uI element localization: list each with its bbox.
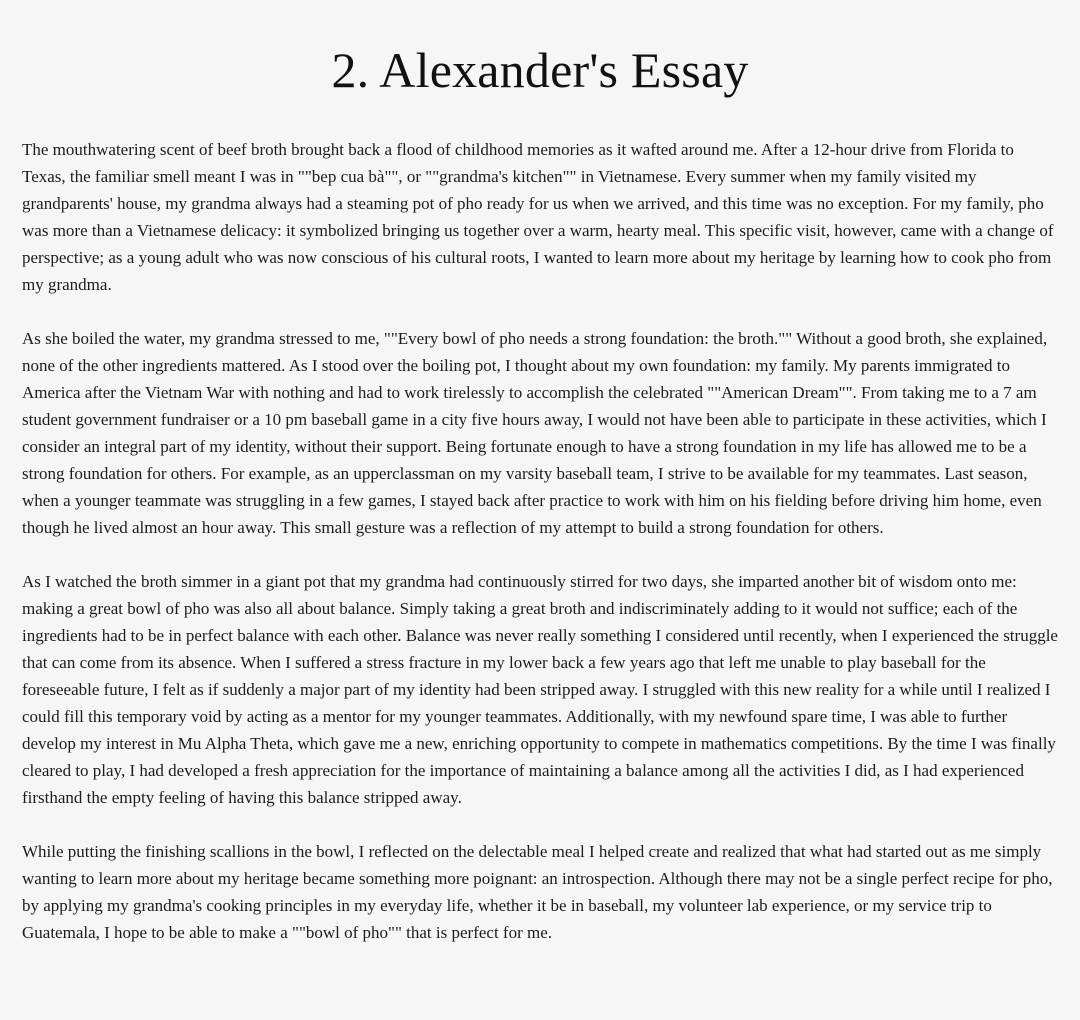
essay-paragraph-4: While putting the finishing scallions in the bowl, I reflected on the delectable meal I helped create and realized that what had started out as me simply wanting to learn more about my heritage became something more poignant: an introspection. Although there may not be a single perfect recipe for pho, by applying my grandma's cooking principles in my everyday life, whether it be in baseball, my volunteer lab experience, or my service trip to Guatemala, I hope to be able to make a ""bowl of pho"" that is perfect for me.: [22, 842, 1053, 942]
essay-title: 2. Alexander's Essay: [331, 42, 749, 98]
essay-paragraph-1: The mouthwatering scent of beef broth brought back a flood of childhood memories as it wafted around me. After a 12-hour drive from Florida to Texas, the familiar smell meant I was in ""bep cua bà"", or ""grandma's kitchen"" in Vietnamese. Every summer when my family visited my grandparents' house, my grandma always had a steaming pot of pho ready for us when we arrived, and this time was no exception. For my family, pho was more than a Vietnamese delicacy: it symbolized bringing us together over a warm, hearty meal. This specific visit, however, came with a change of perspective; as a young adult who was now conscious of his cultural roots, I wanted to learn more about my heritage by learning how to cook pho from my grandma.: [22, 140, 1054, 294]
essay-paragraph-2: As she boiled the water, my grandma stressed to me, ""Every bowl of pho needs a strong foundation: the broth."" Without a good broth, she explained, none of the other ingredients mattered. As I stood over the boiling pot, I thought about my own foundation: my family. My parents immigrated to America after the Vietnam War with nothing and had to work tirelessly to accomplish the celebrated ""American Dream"". From taking me to a 7 am student government fundraiser or a 10 pm baseball game in a city five hours away, I would not have been able to participate in these activities, which I consider an integral part of my identity, without their support. Being fortunate enough to have a strong foundation in my life has allowed me to be a strong foundation for others. For example, as an upperclassman on my varsity baseball team, I strive to be available for my teammates. Last season, when a younger teammate was struggling in a few games, I stayed back after practice to work with him on his fielding before driving him home, even though he lived almost an hour away. This small gesture was a reflection of my attempt to build a strong foundation for others.: [22, 329, 1048, 537]
essay-paragraph-3: As I watched the broth simmer in a giant pot that my grandma had continuously stirred for two days, she imparted another bit of wisdom onto me: making a great bowl of pho was also all about balance. Simply taking a great broth and indiscriminately adding to it would not suffice; each of the ingredients had to be in perfect balance with each other. Balance was never really something I considered until recently, when I experienced the struggle that can come from its absence. When I suffered a stress fracture in my lower back a few years ago that left me unable to play baseball for the foreseeable future, I felt as if suddenly a major part of my identity had been stripped away. I struggled with this new reality for a while until I realized I could fill this temporary void by acting as a mentor for my younger teammates. Additionally, with my newfound spare time, I was able to further develop my interest in Mu Alpha Theta, which gave me a new, enriching opportunity to compete in mathematics competitions. By the time I was finally cleared to play, I had developed a fresh appreciation for the importance of maintaining a balance among all the activities I did, as I had experienced firsthand the empty feeling of having this balance stripped away.: [22, 572, 1058, 807]
essay-body: [22, 136, 1058, 946]
